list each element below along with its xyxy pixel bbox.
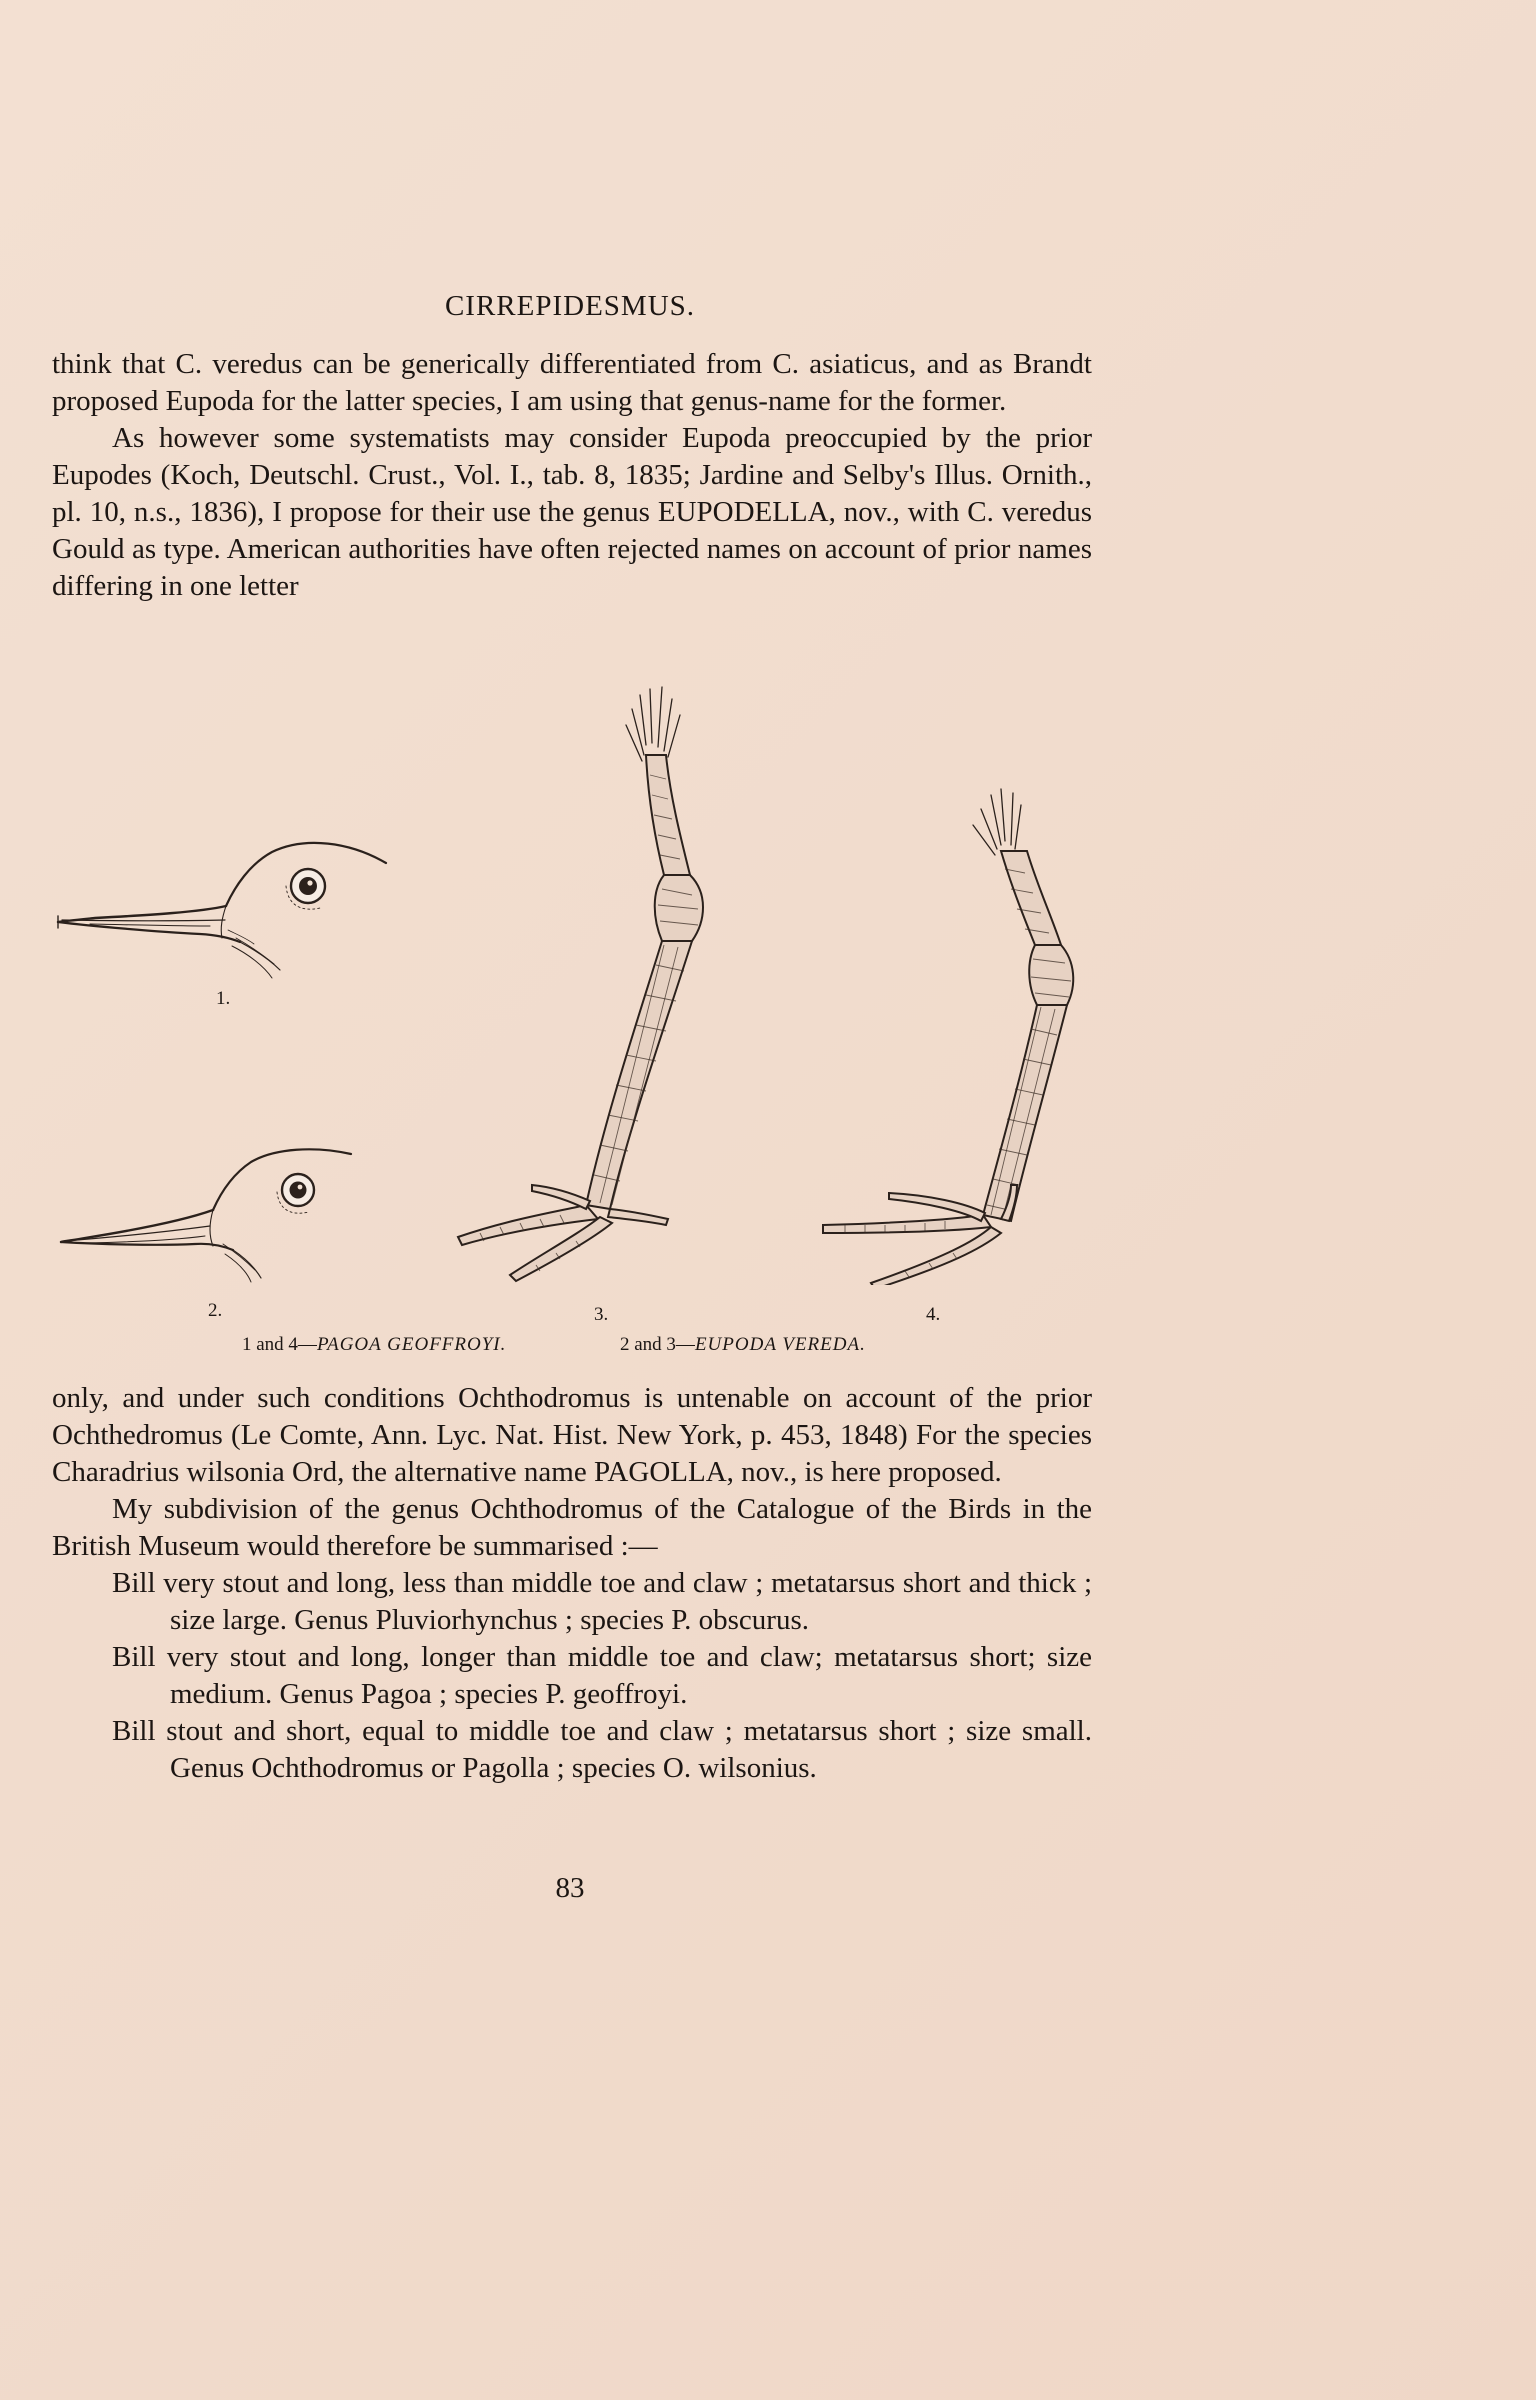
paragraph-ochthodromus: only, and under such conditions Ochthodromus is untenable on account of the prior Ochthedromus (Le Comte, Ann. Lyc. Nat. Hist. New York, p. 453, 1848) For the species Charadrius wilsonia Ord, the alternative name PAGOLLA, nov., is here proposed. [52, 1382, 1092, 1488]
paragraph-subdivision: My subdivision of the genus Ochthodromus of the Catalogue of the Birds in the British Museum would therefore be summarised :— [52, 1493, 1092, 1562]
page-number: 83 [555, 1872, 585, 1904]
caption-pagoa-name: PAGOA GEOFFROYI. [316, 1334, 507, 1355]
text-block-bottom [52, 1380, 1092, 1787]
caption-pagoa-prefix: 1 and 4— [242, 1334, 317, 1355]
bird-leg-illustration-4 [805, 785, 1105, 1285]
figure-number-2: 2. [208, 1300, 223, 1321]
figure-number-4: 4. [926, 1304, 941, 1325]
bird-head-illustration-1 [50, 820, 400, 1000]
summary-item-ochthodromus: Bill stout and short, equal to middle toe and claw ; metatarsus short ; size small. Genus Ochthodromus or Pagolla ; species O. wilsonius. [112, 1715, 1092, 1784]
summary-item-pluviorhynchus: Bill very stout and long, less than middle toe and claw ; metatarsus short and thick ; size large. Genus Pluviorhynchus ; species P. obscurus. [112, 1567, 1092, 1636]
figure-number-1: 1. [216, 988, 231, 1009]
figure-caption [0, 1334, 1536, 1358]
paragraph-continuation: think that C. veredus can be generically differentiated from C. asiaticus, and as Brandt proposed Eupoda for the latter species, I am using that genus-name for the former. [52, 348, 1092, 417]
running-title: CIRREPIDESMUS. [444, 290, 696, 322]
bird-head-illustration-2 [55, 1140, 365, 1290]
caption-eupoda-prefix: 2 and 3— [620, 1334, 695, 1355]
summary-item-pagoa: Bill very stout and long, longer than middle toe and claw; metatarsus short; size medium. Genus Pagoa ; species P. geoffroyi. [112, 1641, 1092, 1710]
caption-eupoda [620, 1334, 866, 1356]
caption-pagoa [242, 1334, 506, 1356]
caption-eupoda-name: EUPODA VEREDA. [694, 1334, 866, 1355]
bird-leg-illustration-3 [440, 685, 760, 1295]
text-block-top [52, 346, 1092, 605]
figure-number-3: 3. [594, 1304, 609, 1325]
paragraph-eupodella: As however some systematists may consider Eupoda preoccupied by the prior Eupodes (Koch, Deutschl. Crust., Vol. I., tab. 8, 1835; Jardine and Selby's Illus. Ornith., pl. 10, n.s., 1836), I propose for their use the genus EUPODELLA, nov., with C. veredus Gould as type. American authorities have often rejected names on account of prior names differing in one letter [52, 422, 1092, 602]
